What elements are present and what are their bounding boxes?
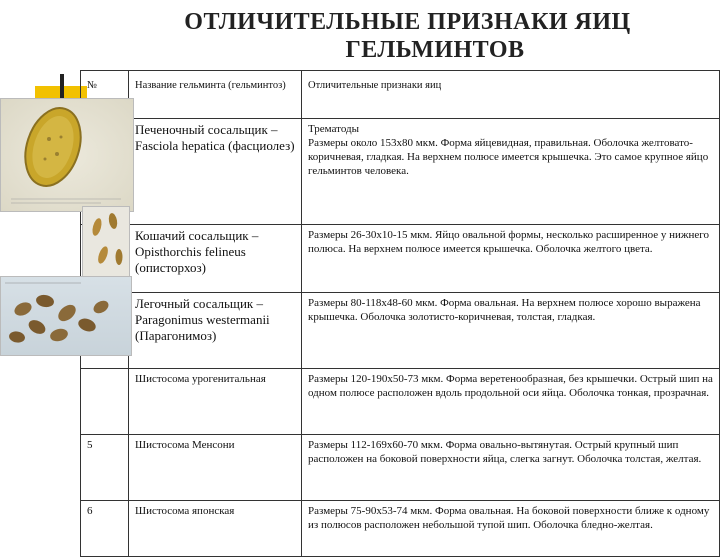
paragonimus-egg-photo	[0, 276, 132, 356]
header-features: Отличительные признаки яиц	[302, 71, 720, 119]
table-row	[81, 369, 720, 435]
row-features: Трематоды Размеры около 153х80 мкм. Форма яйцевидная, правильная. Оболочка желтовато-коричневая, гладкая. На верхнем полюсе имеется крышечка. Это самое крупное яйцо гельминтов человека.	[302, 119, 720, 225]
row-name: Кошачий сосальщик – Opisthorchis felineus (описторхоз)	[129, 225, 302, 293]
header-num: №	[81, 71, 129, 119]
row-num: 6	[81, 501, 129, 557]
row-name: Шистосома Менсони	[129, 435, 302, 501]
title-line-2: ГЕЛЬМИНТОВ	[345, 37, 525, 63]
table-row	[81, 225, 720, 293]
row-num	[81, 369, 129, 435]
paragonimus-egg-image	[1, 277, 131, 355]
table-row	[81, 501, 720, 557]
table-row	[81, 293, 720, 369]
row-features: Размеры 112-169х60-70 мкм. Форма овально-вытянутая. Острый крупный шип расположен на боковой поверхности яйца, слегка загнут. Оболочка толстая, желтая.	[302, 435, 720, 501]
table-row	[81, 119, 720, 225]
row-name: Печеночный сосальщик – Fasciola hepatica (фасциолез)	[129, 119, 302, 225]
helminth-eggs-table	[80, 70, 720, 557]
page-title	[0, 8, 720, 64]
title-line-1: ОТЛИЧИТЕЛЬНЫЕ ПРИЗНАКИ ЯИЦ	[184, 9, 631, 35]
opisthorchis-egg-photo	[82, 206, 130, 280]
opisthorchis-egg-image	[83, 207, 129, 279]
row-features: Размеры 80-118х48-60 мкм. Форма овальная. На верхнем полюсе хорошо выражена крышечка. Оболочка золотисто-коричневая, толстая, гладкая.	[302, 293, 720, 369]
row-features: Размеры 26-30х10-15 мкм. Яйцо овальной формы, несколько расширенное у нижнего полюса. На верхнем полюсе имеется крышечка. Оболочка желтого цвета.	[302, 225, 720, 293]
table-header-row	[81, 71, 720, 119]
fasciola-egg-photo	[0, 98, 134, 212]
row-features: Размеры 75-90х53-74 мкм. Форма овальная. На боковой поверхности ближе к одному из полюсов расположен небольшой тупой шип. Оболочка бледно-желтая.	[302, 501, 720, 557]
row-name: Шистосома урогенитальная	[129, 369, 302, 435]
header-name: Название гельминта (гельминтоз)	[129, 71, 302, 119]
fasciola-egg-image	[1, 99, 133, 211]
row-features: Размеры 120-190х50-73 мкм. Форма веретенообразная, без крышечки. Острый шип на одном полюсе расположен вдоль продольной оси яйца. Оболочка тонкая, прозрачная.	[302, 369, 720, 435]
row-name: Шистосома японская	[129, 501, 302, 557]
table-row	[81, 435, 720, 501]
row-num: 5	[81, 435, 129, 501]
row-name: Легочный сосальщик – Paragonimus westermanii (Парагонимоз)	[129, 293, 302, 369]
